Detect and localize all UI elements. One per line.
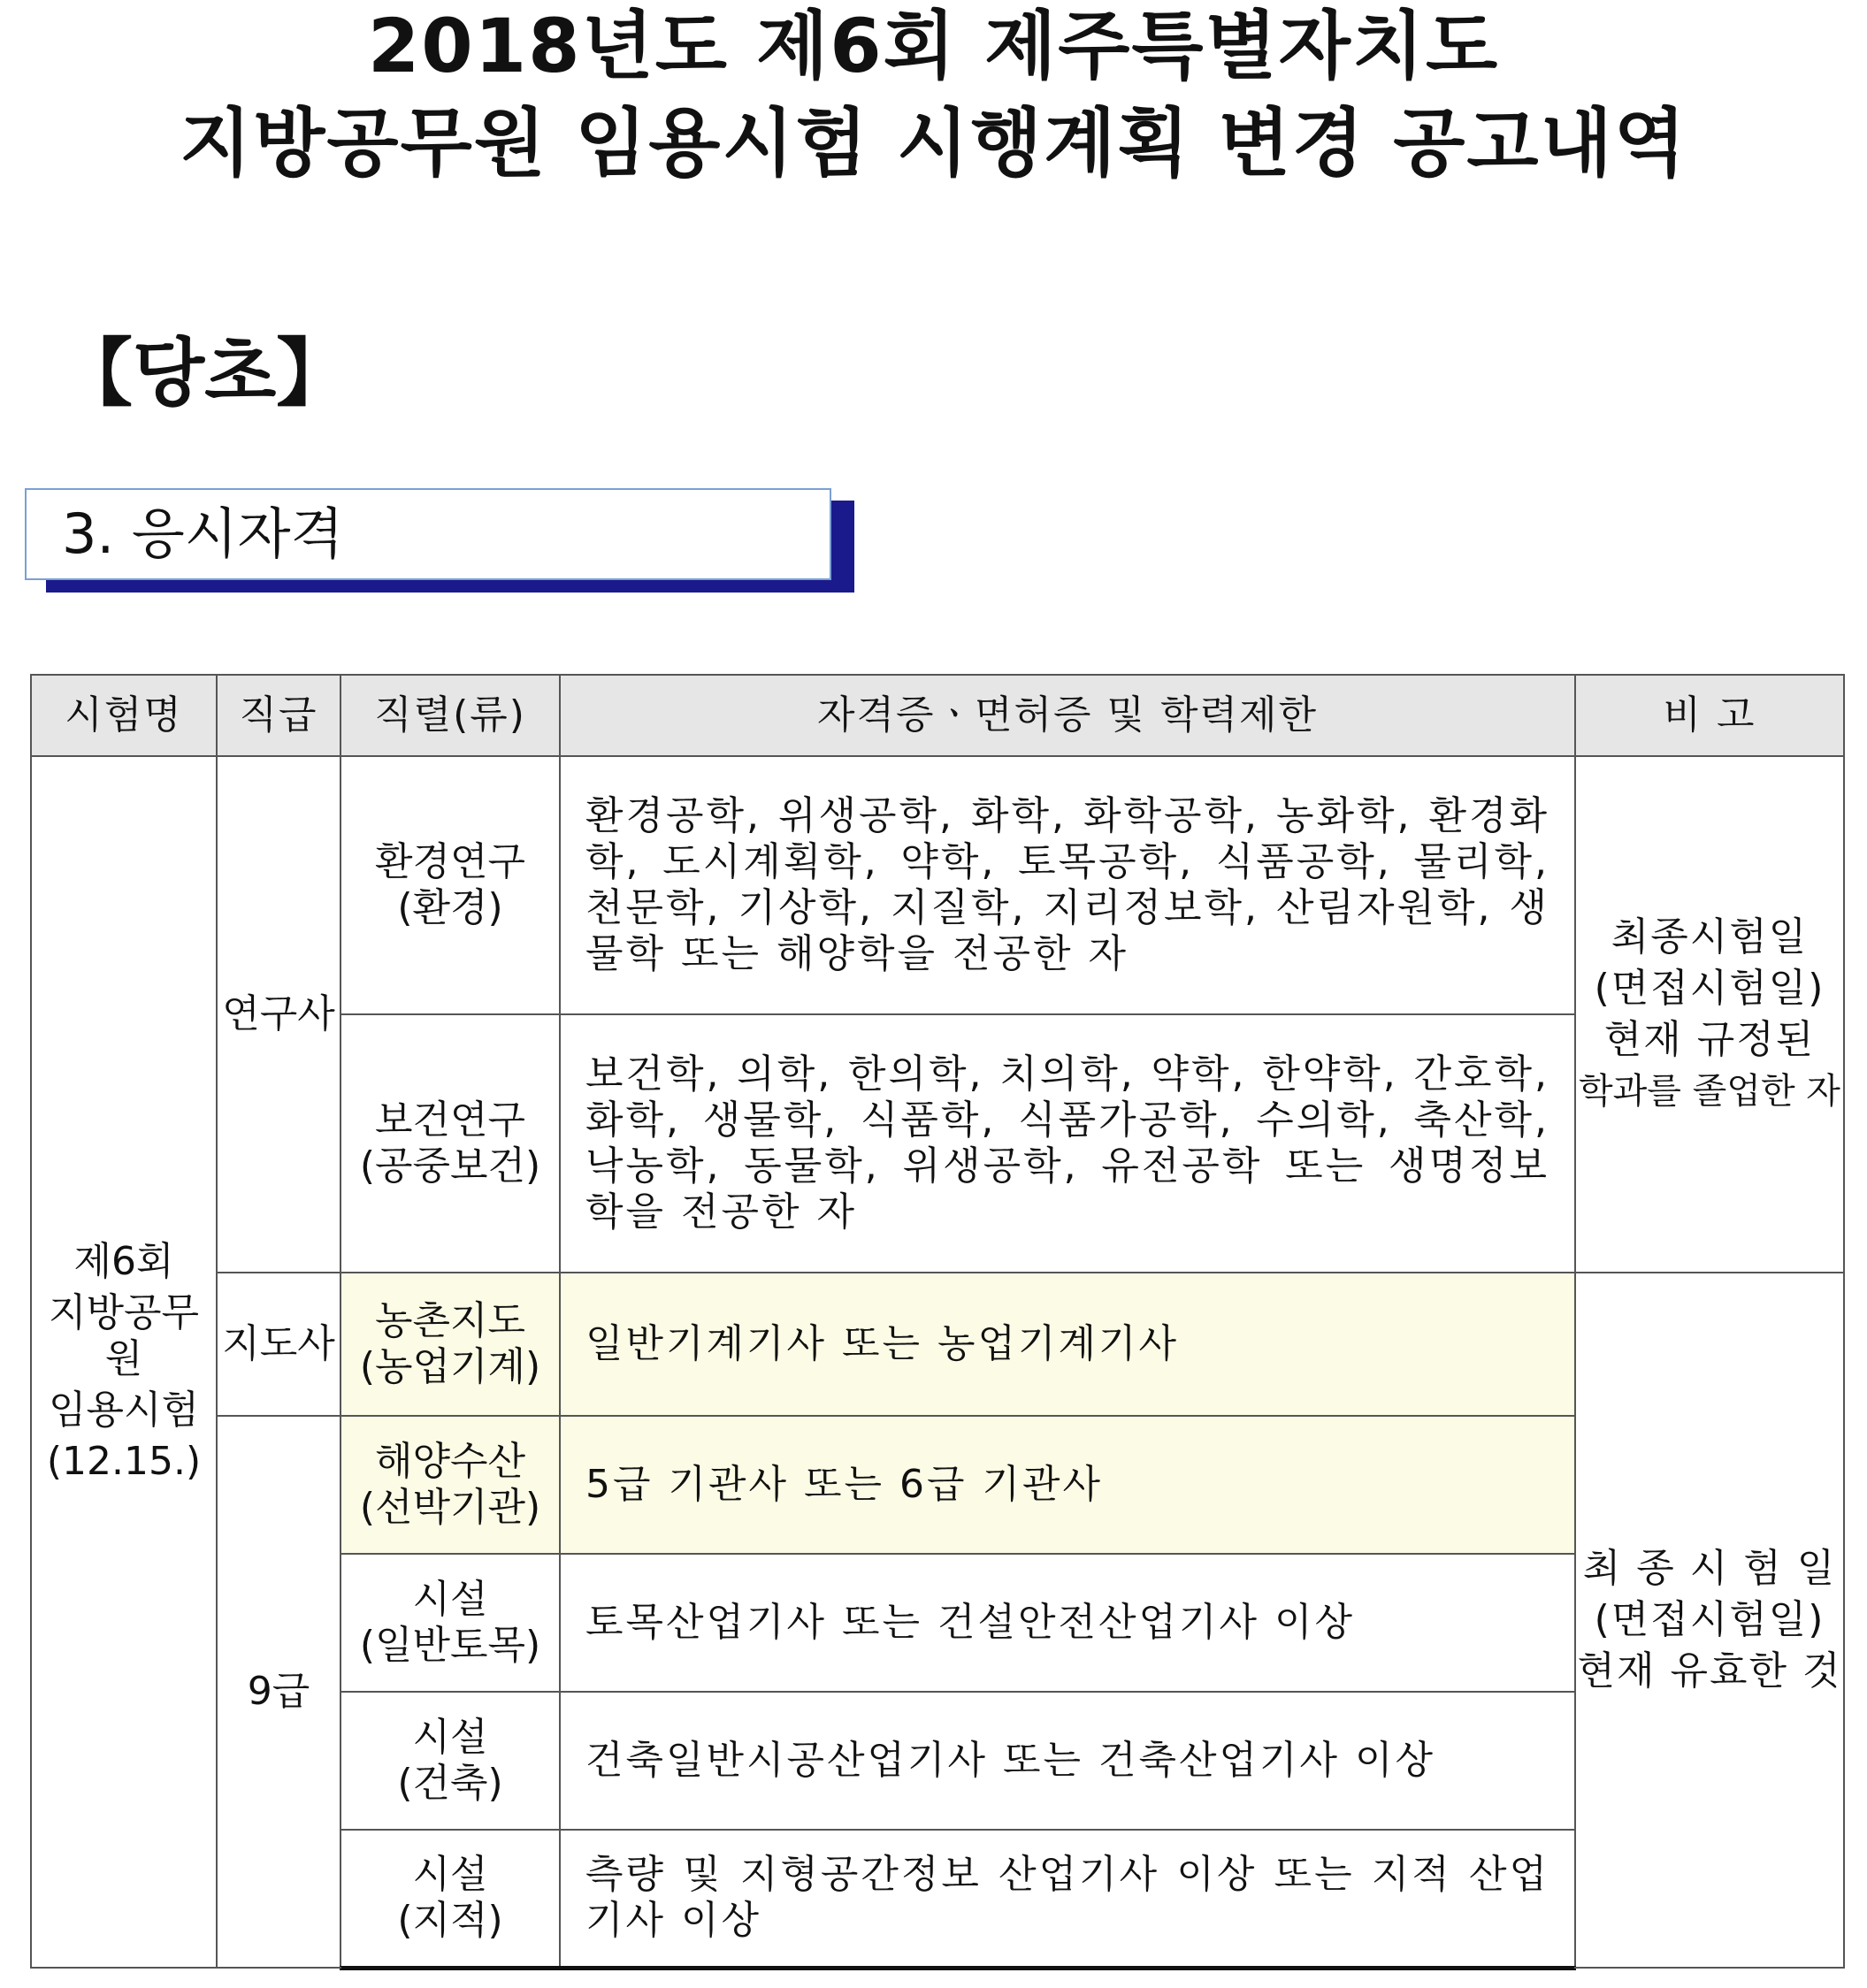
- requirement-cell: 환경공학, 위생공학, 화학, 화학공학, 농화학, 환경화학, 도시계획학, 약학, 토목공학, 식품공학, 물리학, 천문학, 기상학, 지질학, 지리정보학, 산림자원학, 생물학 또는 해양학을 전공한 자: [560, 756, 1575, 1014]
- table-row: [31, 1416, 1844, 1554]
- remarks-license: 최 종 시 험 일 (면접시험일) 현재 유효한 것: [1575, 1273, 1844, 1968]
- header-series: 직렬(류): [340, 675, 560, 756]
- series-cell: 시설 (지적): [340, 1830, 560, 1968]
- grade-instructor: 지도사: [217, 1273, 340, 1416]
- header-exam-name: 시험명: [31, 675, 217, 756]
- table-header-row: [31, 675, 1844, 756]
- series-cell: 시설 (건축): [340, 1692, 560, 1830]
- requirement-cell: 일반기계기사 또는 농업기계기사: [560, 1273, 1575, 1416]
- header-remarks: 비 고: [1575, 675, 1844, 756]
- header-requirements: 자격증ㆍ면허증 및 학력제한: [560, 675, 1575, 756]
- series-cell: 농촌지도 (농업기계): [340, 1273, 560, 1416]
- table-row: [31, 1273, 1844, 1416]
- remarks-research: 최종시험일 (면접시험일) 현재 규정된 학과를 졸업한 자: [1575, 756, 1844, 1273]
- section-heading: [25, 488, 831, 580]
- requirement-cell: 건축일반시공산업기사 또는 건축산업기사 이상: [560, 1692, 1575, 1830]
- requirement-cell: 토목산업기사 또는 건설안전산업기사 이상: [560, 1554, 1575, 1692]
- section-heading-label: 3. 응시자격: [62, 501, 344, 566]
- requirement-cell: 보건학, 의학, 한의학, 치의학, 약학, 한약학, 간호학, 화학, 생물학, 식품학, 식품가공학, 수의학, 축산학, 낙농학, 동물학, 위생공학, 유전공학 또는 생명정보학을 전공한 자: [560, 1014, 1575, 1273]
- header-grade: 직급: [217, 675, 340, 756]
- requirement-cell: 5급 기관사 또는 6급 기관사: [560, 1416, 1575, 1554]
- eligibility-table: [30, 674, 1845, 1969]
- page-title-line2: 지방공무원 임용시험 시행계획 변경 공고내역: [180, 100, 1687, 187]
- series-cell: 보건연구 (공중보건): [340, 1014, 560, 1273]
- series-cell: 해양수산 (선박기관): [340, 1416, 560, 1554]
- exam-name-cell: 제6회 지방공무원 임용시험 (12.15.): [31, 756, 217, 1968]
- table-row: [31, 756, 1844, 1014]
- original-label: 【당초】: [58, 330, 351, 417]
- grade-researcher: 연구사: [217, 756, 340, 1273]
- series-cell: 시설 (일반토목): [340, 1554, 560, 1692]
- requirement-cell: 측량 및 지형공간정보 산업기사 이상 또는 지적 산업기사 이상: [560, 1830, 1575, 1968]
- page-title-line1: 2018년도 제6회 제주특별자치도: [367, 3, 1500, 89]
- grade-9: 9급: [217, 1416, 340, 1968]
- series-cell: 환경연구 (환경): [340, 756, 560, 1014]
